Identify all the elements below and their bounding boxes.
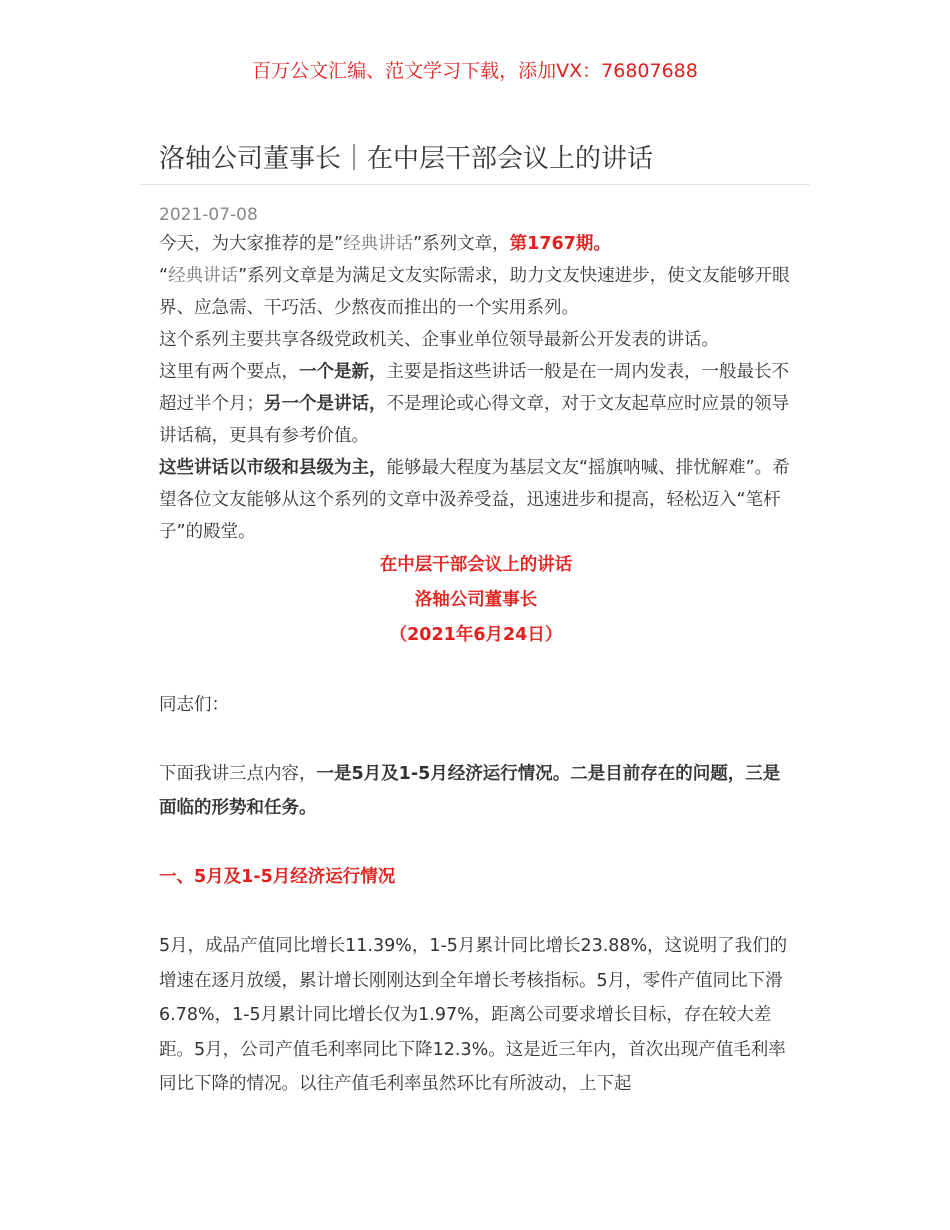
greeting: 同志们： [159,695,229,715]
text-segment: 经典讲话 [343,234,414,254]
text-segment: 下面我讲三点内容， [159,764,317,784]
text-segment: 一个是新， [299,362,387,382]
text-segment: 一是5月及1-5月经济运行情况。二是目前存在的问题，三是面临的形势和任务。 [159,764,781,818]
article-body [159,202,793,1102]
article-title: 洛轴公司董事长｜在中层干部会议上的讲话 [159,144,654,174]
intro-paragraph [159,452,793,548]
publish-date: 2021-07-08 [159,205,258,225]
text-segment: “ [159,266,169,286]
outline-paragraph [159,757,793,825]
text-segment: ”系列文章， [413,234,510,254]
intro-paragraph [159,324,793,356]
intro-paragraph [159,356,793,452]
section-paragraph: 5月，成品产值同比增长11.39%，1-5月累计同比增长23.88%，这说明了我们的增速在逐月放缓，累计增长刚刚达到全年增长考核指标。5月，零件产值同比下滑6.78%，1-5月累计同比增长仅为1.97%，距离公司要求增长目标，存在较大差距。5月，公司产值毛利率同比下降12.3%。这是近三年内，首次出现产值毛利率同比下降的情况。以往产值毛利率虽然环比有所波动，上下起 [159,936,788,1094]
speech-date: （2021年6月24日） [389,625,563,645]
text-segment: 今天，为大家推荐的是” [159,234,344,254]
promo-banner: 百万公文汇编、范文学习下载，添加VX：76807688 [252,60,698,82]
text-segment: 第1767期。 [509,234,611,254]
text-segment: ”系列文章是为满足文友实际需求，助力文友快速进步，使文友能够开眼界、应急需、干巧活、少熬夜而推出的一个实用系列。 [159,266,790,318]
intro-section [159,228,793,548]
section-heading: 一、5月及1-5月经济运行情况 [159,867,396,887]
speech-title: 在中层干部会议上的讲话 [379,555,573,575]
text-segment: 这个系列主要共享各级党政机关、企事业单位领导最新公开发表的讲话。 [159,330,719,350]
intro-paragraph [159,260,793,324]
text-segment: 这里有两个要点， [159,362,299,382]
text-segment: 能够最大程度为基层文友“摇旗呐喊、排忧解难”。希望各位文友能够从这个系列的文章中汲养受益，迅速进步和提高，轻松迈入“笔杆子”的殿堂。 [159,458,790,542]
speech-speaker: 洛轴公司董事长 [414,590,538,610]
text-segment: 这些讲话以市级和县级为主， [159,458,387,478]
text-segment: 经典讲话 [168,266,239,286]
text-segment: 主要是指这些讲话一般是在一周内发表，一般最长不超过半个月； [159,362,789,414]
divider [140,184,810,185]
text-segment: 另一个是讲话， [264,394,387,414]
intro-paragraph [159,228,793,260]
text-segment: 不是理论或心得文章，对于文友起草应时应景的领导讲话稿，更具有参考价值。 [159,394,789,446]
